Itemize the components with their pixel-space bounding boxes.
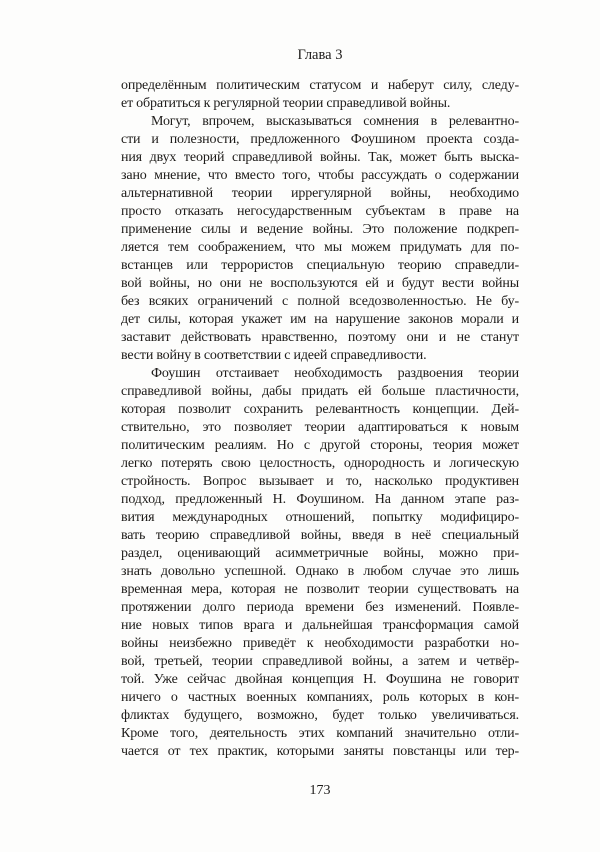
text-line: легко потерять свою целостность, однородность и логическую	[121, 456, 519, 471]
text-line: Могут, впрочем, высказываться сомнения в релевантно-	[151, 114, 519, 129]
text-line: ствительно, это позволяет теории адаптироваться к новым	[121, 420, 519, 435]
text-line: Фоушин отстаивает необходимость раздвоения теории	[151, 366, 519, 381]
text-line: знать довольно успешной. Однако в любом случае это лишь	[121, 564, 519, 579]
page-number: 173	[309, 783, 331, 798]
text-line: временная мера, которая не позволит теории существовать на	[121, 582, 519, 597]
text-line: политическим реалиям. Но с другой стороны, теория может	[121, 438, 519, 453]
paragraph	[121, 77, 519, 113]
text-line: справедливой войны, дабы придать ей больше пластичности,	[121, 384, 519, 399]
text-line: вать теорию справедливой войны, введя в неё специальный	[121, 528, 519, 543]
text-line: чается от тех практик, которыми заняты повстанцы или тер-	[121, 744, 519, 759]
text-line: просто отказать негосударственным субъектам в праве на	[121, 204, 519, 219]
text-line: вой войны, но они не воспользуются ей и будут вести войны	[121, 276, 519, 291]
paragraph	[121, 365, 519, 761]
text-line: вой, третьей, теории справедливой войны, а затем и четвёр-	[121, 654, 519, 669]
text-line: которая позволит сохранить релевантность концепции. Дей-	[121, 402, 519, 417]
text-line: подход, предложенный Н. Фоушином. На данном этапе раз-	[121, 492, 519, 507]
text-line: ляется тем соображением, что мы можем придумать для по-	[121, 240, 519, 255]
text-line: Кроме того, деятельность этих компаний значительно отли-	[121, 726, 519, 741]
text-line: войны неизбежно приведёт к необходимости разработки но-	[121, 636, 519, 651]
text-line: альтернативной теории иррегулярной войны, необходимо	[121, 186, 519, 201]
text-line: вести войну в соответствии с идеей справедливости.	[121, 348, 427, 363]
chapter-header: Глава 3	[297, 47, 343, 63]
text-line: ничего о частных военных компаниях, роль которых в кон-	[121, 690, 519, 705]
text-line: той. Уже сейчас двойная концепция Н. Фоушина не говорит	[121, 672, 519, 687]
text-line: вития международных отношений, попытку модифициро-	[121, 510, 519, 525]
text-line: раздел, оценивающий асимметричные войны, можно при-	[121, 546, 519, 561]
text-line: протяжении долго периода времени без изменений. Появле-	[121, 600, 519, 615]
text-line: ет обратиться к регулярной теории справедливой войны.	[121, 96, 451, 111]
text-line: определённым политическим статусом и наберут силу, следу-	[121, 78, 519, 93]
text-line: ние новых типов врага и дальнейшая трансформация самой	[121, 618, 519, 633]
text-line: зано мнение, что вместо того, чтобы рассуждать о содержании	[121, 168, 519, 183]
text-line: стройность. Вопрос вызывает и то, насколько продуктивен	[121, 474, 519, 489]
text-line: сти и полезности, предложенного Фоушином проекта созда-	[121, 132, 519, 147]
text-line: заставит действовать нравственно, поэтому они и не станут	[121, 330, 519, 345]
text-line: фликтах будущего, возможно, будет только увеличиваться.	[121, 708, 519, 723]
paragraph	[121, 113, 519, 365]
body-text	[121, 77, 519, 761]
text-line: дет силы, которая укажет им на нарушение законов морали и	[121, 312, 519, 327]
text-line: применение силы и ведение войны. Это положение подкреп-	[121, 222, 519, 237]
text-line: ния двух теорий справедливой войны. Так, может быть выска-	[121, 150, 519, 165]
text-line: без всяких ограничений с полной вседозволенностью. Не бу-	[121, 294, 519, 309]
text-line: встанцев или террористов специальную теорию справедли-	[121, 258, 519, 273]
